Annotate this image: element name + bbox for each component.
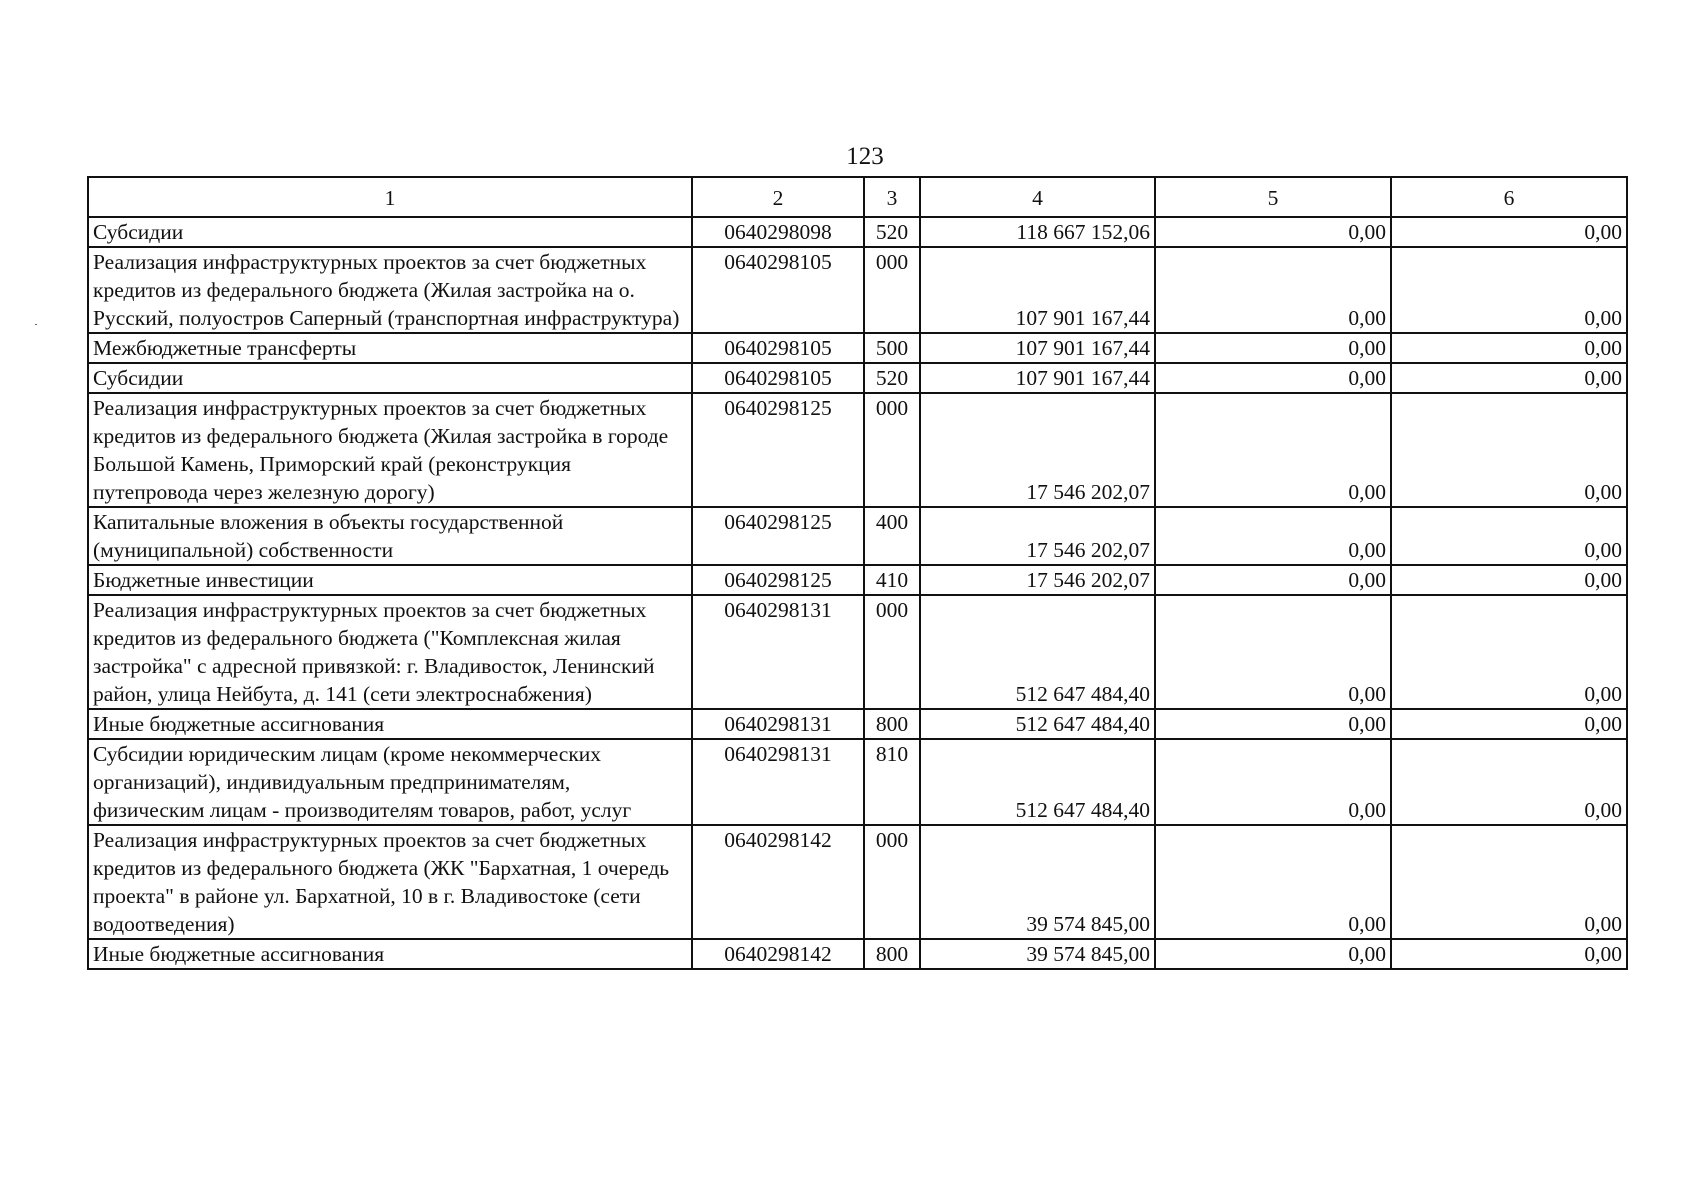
row-code: 0640298098	[692, 217, 864, 247]
table-row	[88, 217, 1627, 247]
table-row	[88, 363, 1627, 393]
row-amount-1: 107 901 167,44	[920, 247, 1155, 333]
row-code: 0640298105	[692, 333, 864, 363]
row-vr: 800	[864, 939, 920, 969]
row-name: Реализация инфраструктурных проектов за счет бюджетных кредитов из федерального бюджета (Жилая застройка на о. Русский, полуостров Саперный (транспортная инфраструктура)	[88, 247, 692, 333]
row-amount-2: 0,00	[1155, 825, 1391, 939]
row-amount-3: 0,00	[1391, 825, 1627, 939]
row-vr: 400	[864, 507, 920, 565]
row-amount-3: 0,00	[1391, 709, 1627, 739]
header-cell-code: 2	[692, 177, 864, 217]
row-code: 0640298131	[692, 595, 864, 709]
row-amount-2: 0,00	[1155, 709, 1391, 739]
row-amount-1: 107 901 167,44	[920, 363, 1155, 393]
page-number: 123	[846, 143, 884, 170]
row-amount-3: 0,00	[1391, 363, 1627, 393]
row-amount-1: 512 647 484,40	[920, 709, 1155, 739]
row-code: 0640298105	[692, 363, 864, 393]
row-name: Межбюджетные трансферты	[88, 333, 692, 363]
row-amount-2: 0,00	[1155, 939, 1391, 969]
row-amount-3: 0,00	[1391, 507, 1627, 565]
row-name: Бюджетные инвестиции	[88, 565, 692, 595]
row-amount-3: 0,00	[1391, 393, 1627, 507]
row-vr: 520	[864, 363, 920, 393]
table-row	[88, 939, 1627, 969]
table-body	[88, 217, 1627, 969]
header-cell-vr: 3	[864, 177, 920, 217]
row-amount-1: 107 901 167,44	[920, 333, 1155, 363]
row-code: 0640298125	[692, 507, 864, 565]
row-code: 0640298125	[692, 393, 864, 507]
row-amount-3: 0,00	[1391, 565, 1627, 595]
row-vr: 800	[864, 709, 920, 739]
row-amount-2: 0,00	[1155, 247, 1391, 333]
row-vr: 500	[864, 333, 920, 363]
row-amount-1: 17 546 202,07	[920, 507, 1155, 565]
table-row	[88, 825, 1627, 939]
row-amount-1: 118 667 152,06	[920, 217, 1155, 247]
table-row	[88, 595, 1627, 709]
row-code: 0640298131	[692, 709, 864, 739]
row-amount-3: 0,00	[1391, 595, 1627, 709]
row-amount-2: 0,00	[1155, 333, 1391, 363]
row-name: Реализация инфраструктурных проектов за счет бюджетных кредитов из федерального бюджета ("Комплексная жилая застройка" с адресной привязкой: г. Владивосток, Ленинский район, улица Нейбута, д. 141 (сети электроснабжения)	[88, 595, 692, 709]
scan-artifact-dot	[35, 324, 37, 325]
table-row	[88, 565, 1627, 595]
row-vr: 000	[864, 825, 920, 939]
row-amount-2: 0,00	[1155, 363, 1391, 393]
header-cell-name: 1	[88, 177, 692, 217]
row-name: Реализация инфраструктурных проектов за счет бюджетных кредитов из федерального бюджета (Жилая застройка в городе Большой Камень, Приморский край (реконструкция путепровода через железную дорогу)	[88, 393, 692, 507]
row-vr: 410	[864, 565, 920, 595]
row-amount-3: 0,00	[1391, 217, 1627, 247]
row-code: 0640298125	[692, 565, 864, 595]
row-name: Субсидии	[88, 363, 692, 393]
row-amount-1: 512 647 484,40	[920, 595, 1155, 709]
row-amount-2: 0,00	[1155, 217, 1391, 247]
table-row	[88, 709, 1627, 739]
row-amount-2: 0,00	[1155, 507, 1391, 565]
row-vr: 000	[864, 393, 920, 507]
row-code: 0640298142	[692, 825, 864, 939]
row-name: Иные бюджетные ассигнования	[88, 939, 692, 969]
row-name: Иные бюджетные ассигнования	[88, 709, 692, 739]
row-amount-3: 0,00	[1391, 739, 1627, 825]
row-name: Реализация инфраструктурных проектов за счет бюджетных кредитов из федерального бюджета (ЖК "Бархатная, 1 очередь проекта" в районе ул. Бархатной, 10 в г. Владивостоке (сети водоотведения)	[88, 825, 692, 939]
row-name: Капитальные вложения в объекты государственной (муниципальной) собственности	[88, 507, 692, 565]
row-amount-2: 0,00	[1155, 565, 1391, 595]
table-row	[88, 507, 1627, 565]
header-row	[88, 177, 1627, 217]
row-vr: 810	[864, 739, 920, 825]
table-row	[88, 333, 1627, 363]
row-amount-1: 17 546 202,07	[920, 565, 1155, 595]
table-header	[88, 177, 1627, 217]
header-cell-amount-1: 4	[920, 177, 1155, 217]
row-vr: 520	[864, 217, 920, 247]
row-amount-2: 0,00	[1155, 393, 1391, 507]
table-row	[88, 393, 1627, 507]
row-amount-1: 17 546 202,07	[920, 393, 1155, 507]
row-code: 0640298142	[692, 939, 864, 969]
table-row	[88, 247, 1627, 333]
row-amount-2: 0,00	[1155, 595, 1391, 709]
header-cell-amount-2: 5	[1155, 177, 1391, 217]
table-row	[88, 739, 1627, 825]
row-amount-1: 39 574 845,00	[920, 825, 1155, 939]
row-code: 0640298131	[692, 739, 864, 825]
row-name: Субсидии	[88, 217, 692, 247]
row-amount-3: 0,00	[1391, 333, 1627, 363]
row-amount-3: 0,00	[1391, 939, 1627, 969]
header-cell-amount-3: 6	[1391, 177, 1627, 217]
row-code: 0640298105	[692, 247, 864, 333]
budget-table	[87, 176, 1628, 970]
row-name: Субсидии юридическим лицам (кроме некоммерческих организаций), индивидуальным предпринимателям, физическим лицам - производителям товаров, работ, услуг	[88, 739, 692, 825]
row-vr: 000	[864, 595, 920, 709]
row-amount-3: 0,00	[1391, 247, 1627, 333]
row-amount-2: 0,00	[1155, 739, 1391, 825]
row-amount-1: 39 574 845,00	[920, 939, 1155, 969]
row-vr: 000	[864, 247, 920, 333]
row-amount-1: 512 647 484,40	[920, 739, 1155, 825]
